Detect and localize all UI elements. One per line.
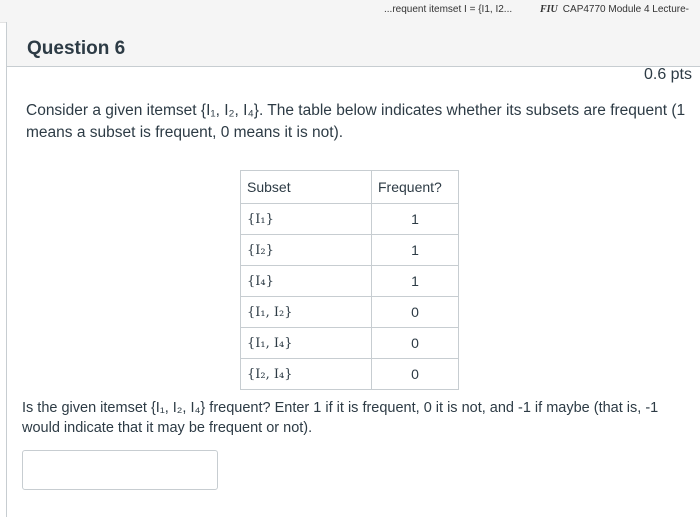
table-row [241, 359, 459, 390]
table-row [241, 204, 459, 235]
answer-input[interactable] [22, 450, 218, 490]
table-row [241, 235, 459, 266]
question-frame-border [6, 66, 7, 517]
frequent-cell: 0 [372, 359, 459, 390]
subset-cell: {I₁, I₂} [241, 297, 372, 328]
table-header-row [241, 171, 459, 204]
fiu-logo: FIU [540, 4, 558, 15]
subset-cell: {I₄} [241, 266, 372, 297]
column-header-frequent: Frequent? [372, 171, 459, 204]
table-row [241, 328, 459, 359]
question-header [6, 22, 700, 67]
table-row [241, 266, 459, 297]
frequent-cell: 0 [372, 297, 459, 328]
frequent-cell: 1 [372, 235, 459, 266]
frequent-cell: 0 [372, 328, 459, 359]
subset-cell: {I₂} [241, 235, 372, 266]
question-points: 0.6 pts [643, 66, 692, 83]
top-bar [0, 0, 700, 23]
subset-cell: {I₁, I₄} [241, 328, 372, 359]
question-followup: Is the given itemset {I₁, I₂, I₄} frequent? Enter 1 if it is frequent, 0 it is not, and -1 if maybe (that is, -1 would indicate that it may be frequent or not). [22, 400, 659, 436]
subset-cell: {I₂, I₄} [241, 359, 372, 390]
frequent-cell: 1 [372, 204, 459, 235]
table-row [241, 297, 459, 328]
course-name: CAP4770 Module 4 Lecture- [562, 4, 689, 15]
breadcrumb[interactable]: ...requent itemset I = {I1, I2... [384, 4, 513, 15]
question-title: Question 6 [27, 38, 126, 59]
subset-cell: {I₁} [241, 204, 372, 235]
question-prompt: Consider a given itemset {I₁, I₂, I₄}. The table below indicates whether its subsets are frequent (1 means a subset is frequent, 0 means it is not). [26, 102, 686, 141]
frequent-cell: 1 [372, 266, 459, 297]
column-header-subset: Subset [241, 171, 372, 204]
course-title[interactable] [540, 4, 689, 15]
subset-table [240, 170, 459, 390]
